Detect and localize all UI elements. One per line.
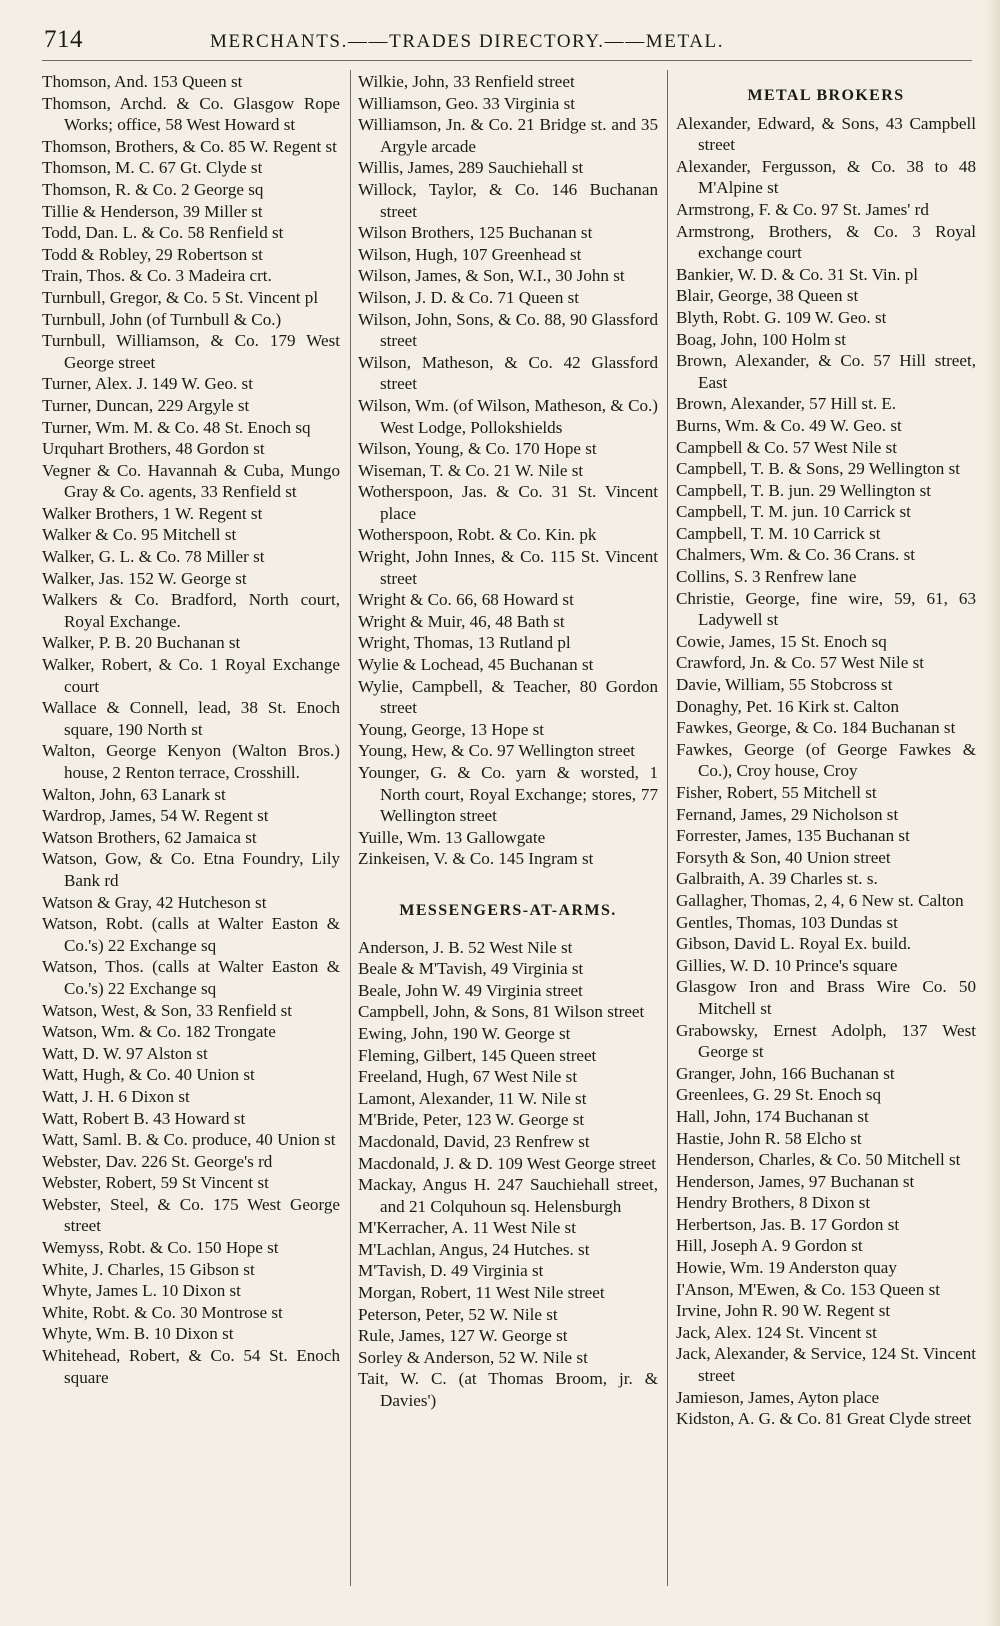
directory-entry: Turnbull, Gregor, & Co. 5 St. Vincent pl	[42, 287, 319, 307]
directory-entry: Fawkes, George (of George Fawkes & Co.), Croy house, Croy	[676, 739, 976, 781]
directory-entry: Whyte, Wm. B. 10 Dixon st	[42, 1324, 234, 1344]
directory-entry: Fleming, Gilbert, 145 Queen street	[358, 1045, 597, 1065]
directory-entry: Walker & Co. 95 Mitchell st	[42, 525, 237, 545]
directory-entry: Wallace & Connell, lead, 38 St. Enoch square, 190 North st	[42, 698, 340, 739]
directory-entry: Wright & Co. 66, 68 Howard st	[358, 590, 574, 610]
directory-entry: Greenlees, G. 29 St. Enoch sq	[676, 1085, 882, 1105]
directory-entry: Beale & M'Tavish, 49 Virginia st	[358, 959, 584, 979]
directory-entry: Morgan, Robert, 11 West Nile street	[358, 1283, 605, 1303]
directory-entry: Watson, Robt. (calls at Walter Easton & Co.'s) 22 Exchange sq	[42, 914, 340, 955]
directory-entry: I'Anson, M'Ewen, & Co. 153 Queen st	[676, 1279, 940, 1299]
directory-entry: M'Bride, Peter, 123 W. George st	[358, 1110, 585, 1130]
column-divider	[667, 70, 668, 1586]
directory-entry: Wylie, Campbell, & Teacher, 80 Gordon street	[358, 676, 658, 718]
directory-entry: Webster, Steel, & Co. 175 West George street	[42, 1194, 340, 1236]
directory-entry: Donaghy, Pet. 16 Kirk st. Calton	[676, 696, 899, 716]
directory-entry: Wilson, James, & Son, W.I., 30 John st	[358, 266, 625, 286]
directory-entry: Wright, Thomas, 13 Rutland pl	[358, 633, 571, 653]
directory-entry: Sorley & Anderson, 52 W. Nile st	[358, 1347, 588, 1367]
directory-entry: Wardrop, James, 54 W. Regent st	[42, 806, 269, 826]
directory-entry: Walker Brothers, 1 W. Regent st	[42, 503, 263, 523]
directory-entry: Forrester, James, 135 Buchanan st	[676, 826, 910, 846]
directory-entry: Brown, Alexander, & Co. 57 Hill street, East	[676, 351, 976, 392]
directory-entry: Todd & Robley, 29 Robertson st	[42, 244, 263, 264]
directory-entry: Watt, Hugh, & Co. 40 Union st	[42, 1065, 255, 1085]
directory-entry: Cowie, James, 15 St. Enoch sq	[676, 631, 887, 651]
directory-entry: Young, George, 13 Hope st	[358, 719, 544, 739]
directory-entry: Christie, George, fine wire, 59, 61, 63 Ladywell st	[676, 588, 976, 630]
directory-entry: Henderson, Charles, & Co. 50 Mitchell st	[676, 1150, 961, 1170]
directory-entry: Willock, Taylor, & Co. 146 Buchanan street	[358, 179, 658, 221]
directory-entry: Train, Thos. & Co. 3 Madeira crt.	[42, 266, 272, 286]
directory-entry: Campbell, T. M. 10 Carrick st	[676, 523, 881, 543]
directory-entry: Wilson, Wm. (of Wilson, Matheson, & Co.) West Lodge, Pollokshields	[358, 395, 658, 437]
directory-entry: Herbertson, Jas. B. 17 Gordon st	[676, 1214, 900, 1234]
directory-entry: Walton, John, 63 Lanark st	[42, 784, 226, 804]
directory-entry: Gentles, Thomas, 103 Dundas st	[676, 912, 898, 932]
directory-entry: Turnbull, Williamson, & Co. 179 West George street	[42, 331, 340, 372]
directory-entry: Watson, Gow, & Co. Etna Foundry, Lily Bank rd	[42, 849, 340, 890]
directory-entry: Beale, John W. 49 Virginia street	[358, 980, 583, 1000]
section-heading: METAL BROKERS	[747, 87, 905, 104]
directory-entry: M'Tavish, D. 49 Virginia st	[358, 1261, 544, 1281]
column-2	[358, 71, 658, 1412]
directory-entry: Campbell, T. B. & Sons, 29 Wellington st	[676, 459, 961, 479]
directory-entry: Turner, Wm. M. & Co. 48 St. Enoch sq	[42, 417, 311, 437]
directory-entry: Watson & Gray, 42 Hutcheson st	[42, 892, 267, 912]
directory-entry: Glasgow Iron and Brass Wire Co. 50 Mitchell st	[676, 977, 976, 1018]
directory-entry: Walton, George Kenyon (Walton Bros.) house, 2 Renton terrace, Crosshill.	[42, 741, 340, 782]
directory-entry: Hendry Brothers, 8 Dixon st	[676, 1193, 871, 1213]
directory-entry: Grabowsky, Ernest Adolph, 137 West George st	[676, 1020, 976, 1062]
directory-entry: Wright, John Innes, & Co. 115 St. Vincent street	[358, 547, 658, 588]
directory-entry: Campbell, T. B. jun. 29 Wellington st	[676, 480, 932, 500]
directory-entry: Watt, J. H. 6 Dixon st	[42, 1086, 190, 1106]
directory-entry: Irvine, John R. 90 W. Regent st	[676, 1301, 891, 1321]
running-head: MERCHANTS.——TRADES DIRECTORY.——METAL.	[210, 31, 725, 52]
directory-entry: Walker, P. B. 20 Buchanan st	[42, 633, 241, 653]
directory-entry: Blyth, Robt. G. 109 W. Geo. st	[676, 307, 887, 327]
directory-entry: Williamson, Jn. & Co. 21 Bridge st. and 35 Argyle arcade	[358, 115, 658, 156]
directory-entry: Fawkes, George, & Co. 184 Buchanan st	[676, 718, 956, 738]
directory-entry: Jack, Alexander, & Service, 124 St. Vincent street	[676, 1344, 976, 1386]
directory-entry: Wotherspoon, Jas. & Co. 31 St. Vincent place	[358, 482, 658, 523]
directory-entry: Campbell & Co. 57 West Nile st	[676, 437, 897, 457]
page-edge	[986, 0, 1000, 1626]
directory-entry: Bankier, W. D. & Co. 31 St. Vin. pl	[676, 264, 919, 284]
directory-entry: Rule, James, 127 W. George st	[358, 1326, 568, 1346]
directory-entry: Hill, Joseph A. 9 Gordon st	[676, 1236, 863, 1256]
directory-entry: M'Lachlan, Angus, 24 Hutches. st	[358, 1239, 590, 1259]
directory-entry: Gallagher, Thomas, 2, 4, 6 New st. Calton	[676, 890, 964, 910]
directory-entry: Armstrong, F. & Co. 97 St. James' rd	[676, 199, 929, 219]
directory-entry: Thomson, M. C. 67 Gt. Clyde st	[42, 158, 263, 178]
directory-entry: Jack, Alex. 124 St. Vincent st	[676, 1322, 877, 1342]
directory-entry: Webster, Robert, 59 St Vincent st	[42, 1173, 269, 1193]
directory-entry: Zinkeisen, V. & Co. 145 Ingram st	[358, 849, 594, 869]
directory-entry: Willis, James, 289 Sauchiehall st	[358, 158, 584, 178]
directory-entry: Alexander, Fergusson, & Co. 38 to 48 M'Alpine st	[676, 156, 976, 198]
directory-entry: Granger, John, 166 Buchanan st	[676, 1063, 895, 1083]
directory-entry: Armstrong, Brothers, & Co. 3 Royal exchange court	[676, 221, 976, 263]
directory-entry: Wemyss, Robt. & Co. 150 Hope st	[42, 1238, 279, 1258]
directory-entry: Thomson, Brothers, & Co. 85 W. Regent st	[42, 136, 337, 156]
directory-entry: Wilson, Hugh, 107 Greenhead st	[358, 244, 582, 264]
directory-entry: Gibson, David L. Royal Ex. build.	[676, 934, 912, 954]
directory-entry: Watt, Saml. B. & Co. produce, 40 Union st	[42, 1130, 336, 1150]
directory-entry: Watt, D. W. 97 Alston st	[42, 1043, 208, 1063]
directory-entry: Kidston, A. G. & Co. 81 Great Clyde street	[676, 1409, 972, 1429]
page-number: 714	[44, 26, 83, 53]
directory-entry: Blair, George, 38 Queen st	[676, 286, 859, 306]
directory-entry: Hastie, John R. 58 Elcho st	[676, 1128, 862, 1148]
directory-entry: White, J. Charles, 15 Gibson st	[42, 1259, 255, 1279]
directory-entry: Fisher, Robert, 55 Mitchell st	[676, 783, 877, 802]
directory-entry: Watson Brothers, 62 Jamaica st	[42, 827, 257, 847]
directory-entry: Yuille, Wm. 13 Gallowgate	[358, 827, 546, 847]
column-divider	[350, 70, 351, 1586]
directory-entry: Collins, S. 3 Renfrew lane	[676, 567, 857, 587]
directory-entry: Turner, Alex. J. 149 W. Geo. st	[42, 374, 253, 394]
directory-entry: Walker, G. L. & Co. 78 Miller st	[42, 547, 265, 567]
directory-entry: White, Robt. & Co. 30 Montrose st	[42, 1302, 283, 1322]
directory-entry: Todd, Dan. L. & Co. 58 Renfield st	[42, 223, 284, 243]
directory-entry: M'Kerracher, A. 11 West Nile st	[358, 1218, 576, 1238]
directory-entry: Crawford, Jn. & Co. 57 West Nile st	[676, 653, 925, 673]
directory-entry: Wylie & Lochead, 45 Buchanan st	[358, 655, 594, 675]
directory-entry: Jamieson, James, Ayton place	[676, 1387, 880, 1407]
directory-entry: Vegner & Co. Havannah & Cuba, Mungo Gray & Co. agents, 33 Renfield st	[42, 460, 340, 502]
directory-entry: Watson, Wm. & Co. 182 Trongate	[42, 1022, 276, 1042]
directory-entry: Wilson, J. D. & Co. 71 Queen st	[358, 287, 580, 307]
directory-entry: Mackay, Angus H. 247 Sauchiehall street, and 21 Colquhoun sq. Helensburgh	[358, 1175, 658, 1216]
directory-entry: Boag, John, 100 Holm st	[676, 329, 846, 349]
directory-entry: Galbraith, A. 39 Charles st. s.	[676, 869, 878, 889]
directory-entry: Watson, West, & Son, 33 Renfield st	[42, 1000, 293, 1020]
directory-entry: Thomson, R. & Co. 2 George sq	[42, 179, 264, 199]
directory-entry: Whitehead, Robert, & Co. 54 St. Enoch square	[42, 1346, 340, 1387]
directory-entry: Young, Hew, & Co. 97 Wellington street	[358, 741, 636, 761]
directory-entry: Turnbull, John (of Turnbull & Co.)	[42, 309, 282, 329]
directory-entry: Forsyth & Son, 40 Union street	[676, 847, 891, 867]
directory-entry: Hall, John, 174 Buchanan st	[676, 1106, 869, 1126]
directory-entry: Whyte, James L. 10 Dixon st	[42, 1281, 241, 1301]
directory-entry: Macdonald, J. & D. 109 West George street	[358, 1153, 657, 1173]
directory-entry: Walkers & Co. Bradford, North court, Royal Exchange.	[42, 590, 340, 631]
column-3	[676, 71, 976, 1430]
directory-entry: Walker, Robert, & Co. 1 Royal Exchange court	[42, 655, 340, 696]
section-heading: MESSENGERS-AT-ARMS.	[399, 901, 617, 919]
directory-entry: Williamson, Geo. 33 Virginia st	[358, 93, 576, 113]
directory-entry: Tait, W. C. (at Thomas Broom, jr. & Davies')	[358, 1369, 658, 1411]
directory-entry: Wilson Brothers, 125 Buchanan st	[358, 223, 593, 243]
directory-entry: Wilkie, John, 33 Renfield street	[358, 72, 575, 91]
directory-entry: Peterson, Peter, 52 W. Nile st	[358, 1304, 558, 1324]
directory-entry: Wilson, John, Sons, & Co. 88, 90 Glassford street	[358, 309, 658, 351]
directory-entry: Anderson, J. B. 52 West Nile st	[358, 937, 573, 957]
directory-entry: Chalmers, Wm. & Co. 36 Crans. st	[676, 545, 915, 565]
directory-entry: Thomson, And. 153 Queen st	[42, 72, 243, 91]
directory-entry: Freeland, Hugh, 67 West Nile st	[358, 1067, 578, 1087]
directory-entry: Webster, Dav. 226 St. George's rd	[42, 1151, 273, 1171]
directory-entry: Thomson, Archd. & Co. Glasgow Rope Works; office, 58 West Howard st	[42, 93, 340, 135]
directory-entry: Watt, Robert B. 43 Howard st	[42, 1108, 246, 1128]
directory-entry: Brown, Alexander, 57 Hill st. E.	[676, 394, 897, 414]
directory-entry: Burns, Wm. & Co. 49 W. Geo. st	[676, 415, 902, 435]
page-header	[42, 26, 972, 61]
directory-entry: Fernand, James, 29 Nicholson st	[676, 804, 899, 824]
directory-entry: Wotherspoon, Robt. & Co. Kin. pk	[358, 525, 597, 545]
directory-entry: Campbell, John, & Sons, 81 Wilson street	[358, 1002, 645, 1022]
directory-entry: Tillie & Henderson, 39 Miller st	[42, 201, 263, 221]
directory-entry: Turner, Duncan, 229 Argyle st	[42, 395, 250, 415]
directory-entry: Watson, Thos. (calls at Walter Easton & Co.'s) 22 Exchange sq	[42, 957, 340, 998]
directory-entry: Macdonald, David, 23 Renfrew st	[358, 1131, 590, 1151]
directory-entry: Gillies, W. D. 10 Prince's square	[676, 955, 898, 975]
directory-entry: Wright & Muir, 46, 48 Bath st	[358, 611, 565, 631]
directory-entry: Urquhart Brothers, 48 Gordon st	[42, 439, 265, 459]
directory-entry: Henderson, James, 97 Buchanan st	[676, 1171, 915, 1191]
directory-entry: Walker, Jas. 152 W. George st	[42, 568, 247, 588]
directory-entry: Wiseman, T. & Co. 21 W. Nile st	[358, 460, 584, 480]
directory-entry: Davie, William, 55 Stobcross st	[676, 675, 893, 695]
directory-entry: Howie, Wm. 19 Anderston quay	[676, 1258, 897, 1278]
directory-entry: Wilson, Matheson, & Co. 42 Glassford street	[358, 352, 658, 394]
directory-entry: Ewing, John, 190 W. George st	[358, 1023, 571, 1043]
directory-entry: Younger, G. & Co. yarn & worsted, 1 North court, Royal Exchange; stores, 77 Wellington street	[358, 763, 658, 826]
directory-entry: Alexander, Edward, & Sons, 43 Campbell street	[676, 113, 976, 155]
directory-entry: Lamont, Alexander, 11 W. Nile st	[358, 1088, 587, 1108]
directory-entry: Wilson, Young, & Co. 170 Hope st	[358, 439, 597, 459]
directory-entry: Campbell, T. M. jun. 10 Carrick st	[676, 502, 911, 522]
column-1	[42, 71, 340, 1388]
